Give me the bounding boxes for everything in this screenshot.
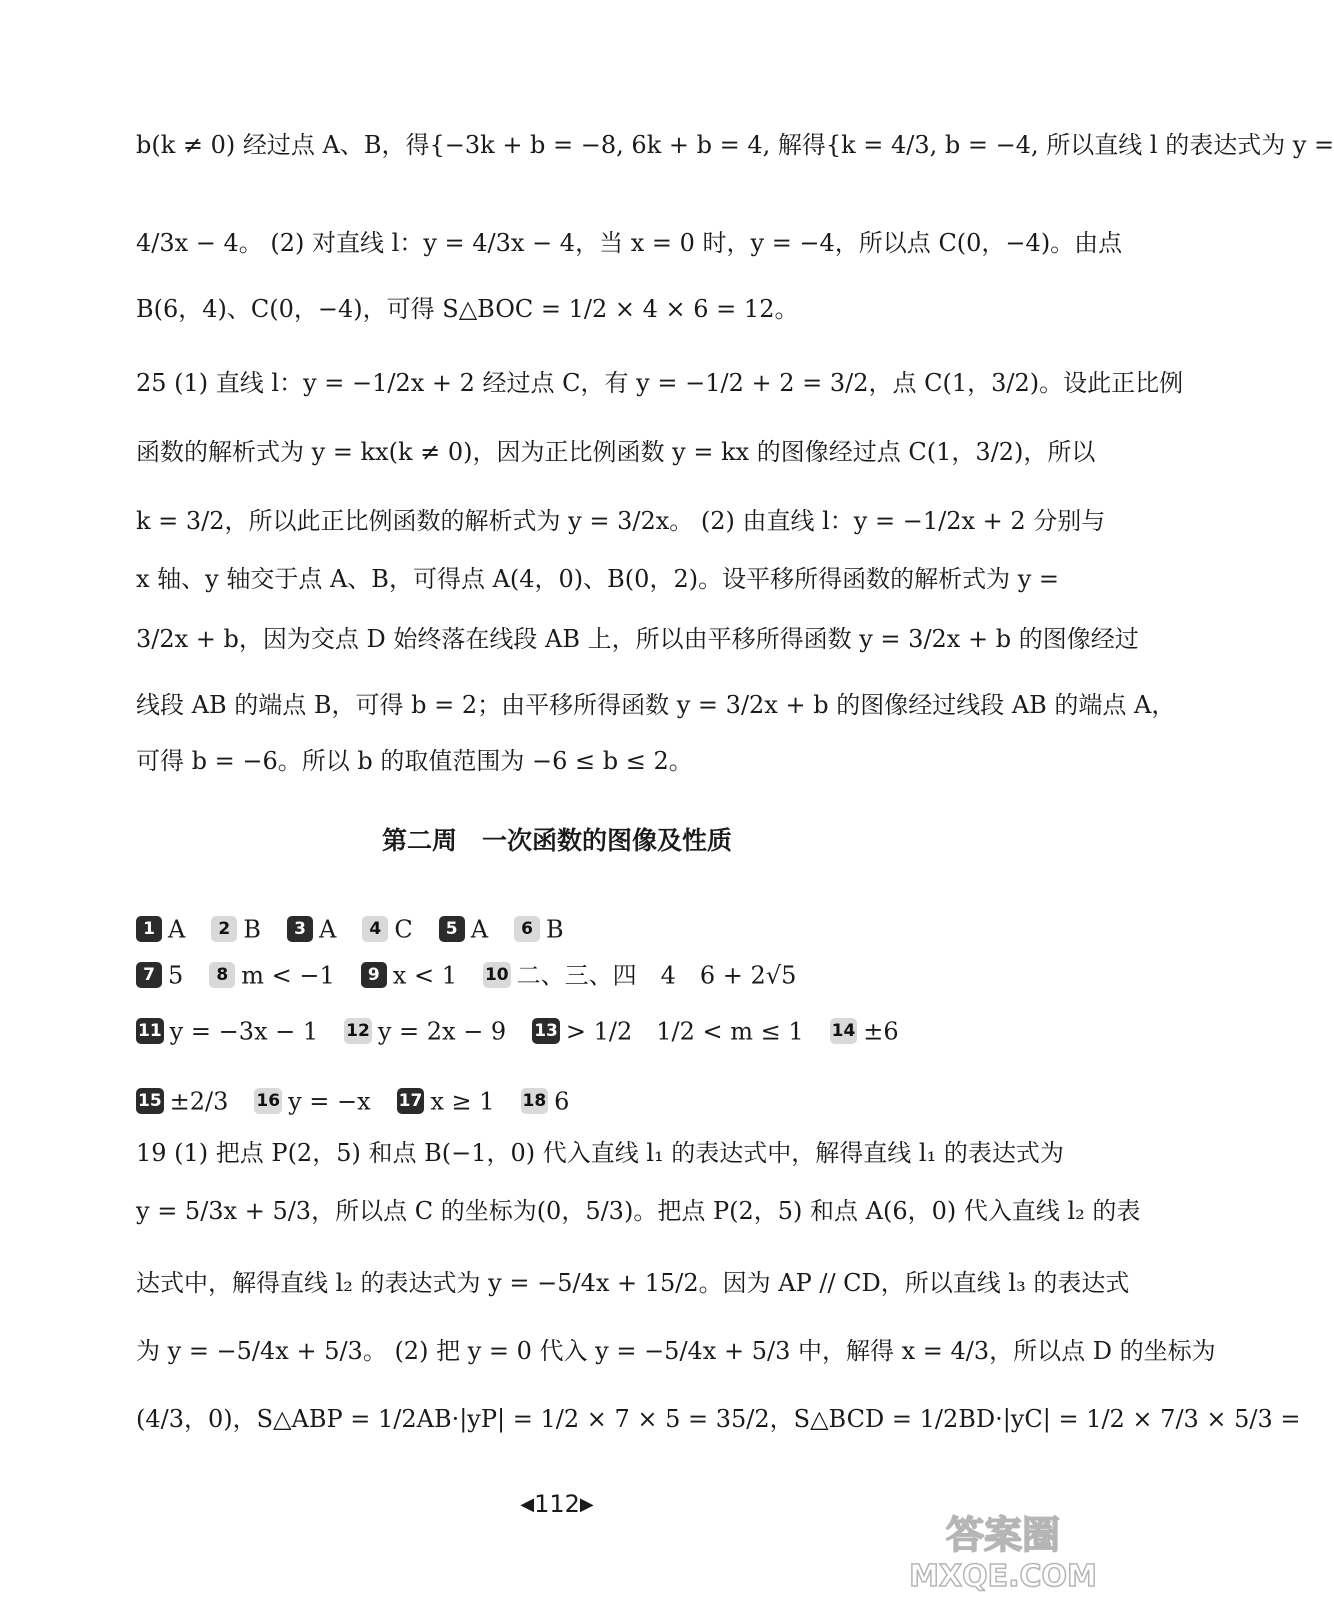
question-number-badge: 1 — [136, 916, 162, 942]
question-number-badge: 2 — [211, 916, 237, 942]
question-number-badge: 6 — [514, 916, 540, 942]
answer-item — [521, 1085, 570, 1117]
solution-line: b(k ≠ 0) 经过点 A、B，得{−3k + b = −8, 6k + b = 4, 解得{k = 4/3, b = −4, 所以直线 l 的表达式为 y = — [136, 131, 1334, 159]
answer-item — [362, 913, 412, 945]
answer-item — [361, 959, 457, 991]
question-number-badge: 18 — [521, 1088, 549, 1114]
answer-text: A — [318, 915, 337, 944]
question-number-badge: 14 — [830, 1018, 858, 1044]
answer-item — [532, 1015, 803, 1047]
answer-text: ±6 — [863, 1017, 899, 1046]
answer-item — [254, 1085, 370, 1117]
solution-line: k = 3/2，所以此正比例函数的解析式为 y = 3/2x。 (2) 由直线 l：y = −1/2x + 2 分别与 — [136, 507, 1106, 535]
answer-item — [439, 913, 488, 945]
question-number-badge: 12 — [344, 1018, 372, 1044]
answer-text: B — [546, 915, 564, 944]
page-number-text: 112 — [534, 1490, 580, 1518]
answer-text: y = −3x − 1 — [169, 1017, 319, 1046]
solution-line: 函数的解析式为 y = kx(k ≠ 0)，因为正比例函数 y = kx 的图像经过点 C(1，3/2)，所以 — [136, 438, 1096, 466]
answer-item — [830, 1015, 899, 1047]
solution-line: 25 (1) 直线 l：y = −1/2x + 2 经过点 C，有 y = −1/2 + 2 = 3/2，点 C(1，3/2)。设此正比例 — [136, 369, 1184, 397]
answer-item — [136, 1085, 228, 1117]
q19-line: 19 (1) 把点 P(2，5) 和点 B(−1，0) 代入直线 l₁ 的表达式中，解得直线 l₁ 的表达式为 — [136, 1139, 1064, 1167]
answer-text: 5 — [168, 961, 184, 990]
question-number-badge: 5 — [439, 916, 465, 942]
answer-item — [211, 913, 261, 945]
answer-row — [136, 1014, 1036, 1046]
answer-text: m < −1 — [241, 961, 335, 990]
section-title: 第二周 一次函数的图像及性质 — [381, 826, 732, 855]
left-triangle-icon: ◀ — [520, 1494, 535, 1515]
answer-text: ±2/3 — [169, 1087, 229, 1116]
answer-item — [209, 959, 335, 991]
solution-line: 4/3x − 4。 (2) 对直线 l：y = 4/3x − 4，当 x = 0 时，y = −4，所以点 C(0，−4)。由点 — [136, 229, 1123, 257]
answer-text: A — [168, 915, 186, 944]
answer-text: 6 — [554, 1087, 570, 1116]
solution-line: 线段 AB 的端点 B，可得 b = 2；由平移所得函数 y = 3/2x + b 的图像经过线段 AB 的端点 A， — [136, 691, 1176, 719]
answer-item — [287, 913, 336, 945]
answer-text: y = 2x − 9 — [377, 1017, 507, 1046]
answer-row — [136, 912, 1036, 944]
answer-text: > 1/2 1/2 < m ≤ 1 — [565, 1017, 804, 1046]
answer-item — [136, 959, 183, 991]
question-number-badge: 16 — [254, 1088, 282, 1114]
solution-line: 可得 b = −6。所以 b 的取值范围为 −6 ≤ b ≤ 2。 — [136, 747, 693, 775]
solution-line: x 轴、y 轴交于点 A、B，可得点 A(4，0)、B(0，2)。设平移所得函数的解析式为 y = — [136, 565, 1060, 593]
answer-text: x ≥ 1 — [430, 1087, 495, 1116]
answer-row — [136, 958, 1036, 990]
answer-item — [483, 959, 796, 991]
q19-line: y = 5/3x + 5/3，所以点 C 的坐标为(0，5/3)。把点 P(2，5) 和点 A(6，0) 代入直线 l₂ 的表 — [136, 1197, 1141, 1225]
answer-item — [514, 913, 564, 945]
solution-line: 3/2x + b，因为交点 D 始终落在线段 AB 上，所以由平移所得函数 y = 3/2x + b 的图像经过 — [136, 625, 1139, 653]
question-number-badge: 4 — [362, 916, 388, 942]
question-number-badge: 10 — [483, 962, 511, 988]
question-number-badge: 13 — [532, 1018, 560, 1044]
q19-line: (4/3，0)，S△ABP = 1/2AB·|yP| = 1/2 × 7 × 5 = 35/2，S△BCD = 1/2BD·|yC| = 1/2 × 7/3 × 5/3 = — [136, 1405, 1301, 1433]
answer-text: x < 1 — [392, 961, 457, 990]
question-number-badge: 17 — [397, 1088, 425, 1114]
watermark-logo — [908, 1508, 1098, 1594]
question-number-badge: 3 — [287, 916, 313, 942]
question-number-badge: 7 — [136, 962, 162, 988]
answer-text: A — [470, 915, 489, 944]
answer-text: 二、三、四 4 6 + 2√5 — [516, 961, 797, 990]
answer-item — [397, 1085, 495, 1117]
answer-item — [344, 1015, 506, 1047]
right-triangle-icon: ▶ — [579, 1494, 594, 1515]
watermark-bottom: MXQE.COM — [909, 1559, 1097, 1594]
solution-line: B(6，4)、C(0，−4)，可得 S△BOC = 1/2 × 4 × 6 = 12。 — [136, 295, 799, 323]
q19-line: 为 y = −5/4x + 5/3。 (2) 把 y = 0 代入 y = −5/4x + 5/3 中，解得 x = 4/3，所以点 D 的坐标为 — [136, 1337, 1216, 1365]
answer-text: C — [394, 915, 413, 944]
answer-item — [136, 913, 185, 945]
question-number-badge: 8 — [209, 962, 235, 988]
answer-text: y = −x — [288, 1087, 371, 1116]
question-number-badge: 11 — [136, 1018, 164, 1044]
answer-row — [136, 1084, 1036, 1116]
question-number-badge: 9 — [361, 962, 387, 988]
question-number-badge: 15 — [136, 1088, 164, 1114]
answer-item — [136, 1015, 318, 1047]
answer-text: B — [243, 915, 261, 944]
q19-line: 达式中，解得直线 l₂ 的表达式为 y = −5/4x + 15/2。因为 AP // CD，所以直线 l₃ 的表达式 — [136, 1269, 1130, 1297]
watermark-top: 答案圈 — [945, 1513, 1061, 1557]
